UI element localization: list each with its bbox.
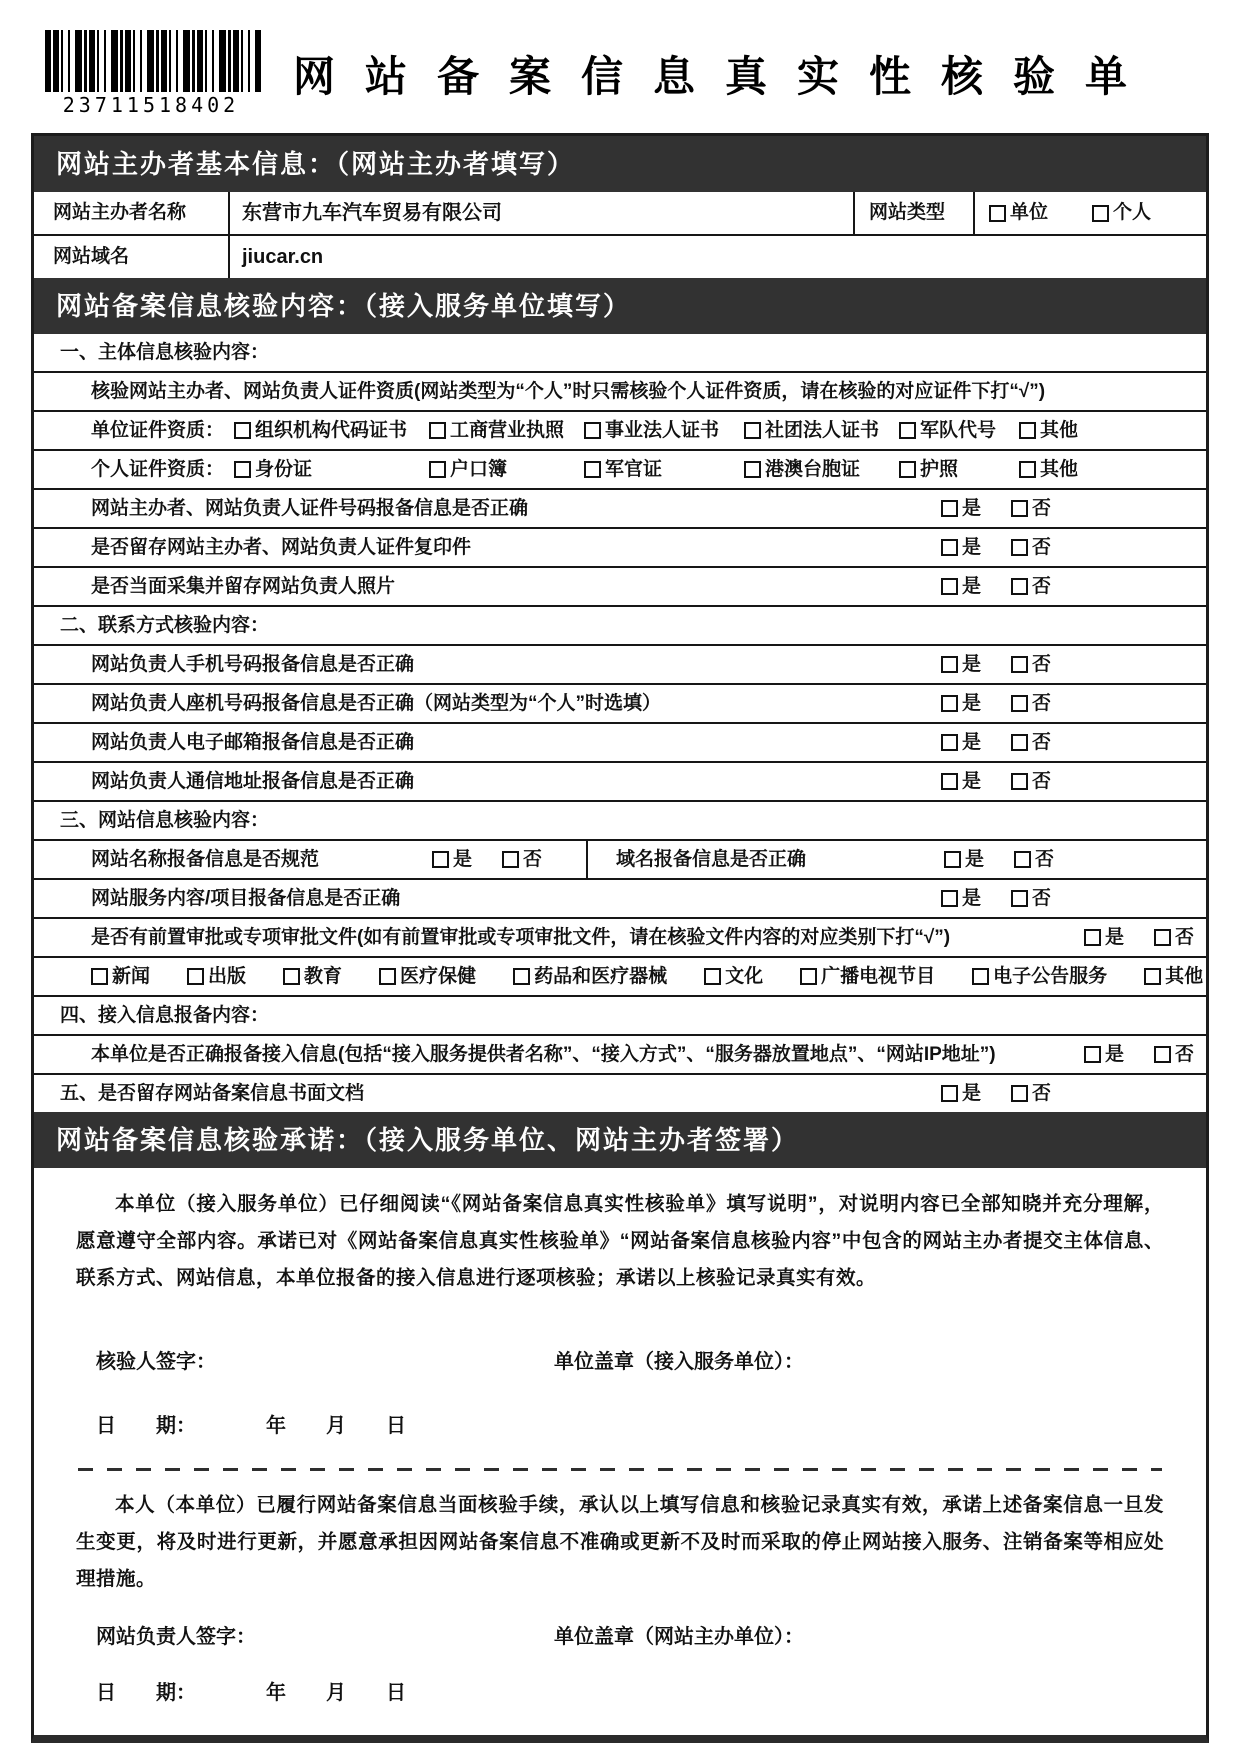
yesno-group: 是 否 xyxy=(941,887,1051,911)
barcode xyxy=(45,30,257,117)
row-mobile xyxy=(34,644,1206,683)
row-access-info xyxy=(34,1034,1206,1073)
row-site-name-domain xyxy=(34,839,1206,878)
unit-cert-option: 事业法人证书 xyxy=(584,419,744,443)
unit-cert-option: 军队代号 xyxy=(899,419,1019,443)
personal-cert-option: 其他 xyxy=(1019,458,1206,482)
yes-checkbox[interactable] xyxy=(432,851,449,868)
section-commitment-header: 网站备案信息核验承诺：（接入服务单位、网站主办者签署） xyxy=(34,1112,1206,1168)
personal-cert-option: 户口簿 xyxy=(429,458,584,482)
military-code-checkbox[interactable] xyxy=(899,422,916,439)
personal-cert-option: 身份证 xyxy=(234,458,429,482)
row-unit-certs xyxy=(34,410,1206,449)
social-org-cert-checkbox[interactable] xyxy=(744,422,761,439)
commitment-area xyxy=(34,1168,1206,1735)
question-text: 网站负责人电子邮箱报备信息是否正确 xyxy=(91,731,415,753)
row-domain xyxy=(34,234,1206,278)
passport-checkbox[interactable] xyxy=(899,461,916,478)
yesno-group: 是 否 xyxy=(941,497,1051,521)
business-license-checkbox[interactable] xyxy=(429,422,446,439)
yes-checkbox[interactable] xyxy=(941,773,958,790)
part2-title: 二、联系方式核验内容： xyxy=(34,605,1206,644)
household-register-checkbox[interactable] xyxy=(429,461,446,478)
yes-checkbox[interactable] xyxy=(941,734,958,751)
isp-seal-label[interactable]: 单位盖章（接入服务单位）： xyxy=(554,1351,804,1373)
question-text: 网站名称报备信息是否规范 xyxy=(91,848,320,870)
row-cert-number xyxy=(34,488,1206,527)
pharma-device-checkbox[interactable] xyxy=(513,968,530,985)
commitment-paragraph-isp: 本单位（接入服务单位）已仔细阅读“《网站备案信息真实性核验单》填写说明”，对说明内容已全部知晓并充分理解，愿意遵守全部内容。承诺已对《网站备案信息真实性核验单》“网站备案信息核验内容”中包含的网站主办者提交主体信息、联系方式、网站信息，本单位报备的接入信息进行逐项核验；承诺以上核验记录真实有效。 xyxy=(76,1193,1164,1289)
date-line-isp[interactable]: 日 期： 年 月 日 xyxy=(96,1415,406,1437)
yes-checkbox[interactable] xyxy=(941,890,958,907)
yes-checkbox[interactable] xyxy=(941,656,958,673)
no-checkbox[interactable] xyxy=(1011,539,1028,556)
row-email xyxy=(34,722,1206,761)
yesno-group: 是 否 xyxy=(1084,1043,1194,1067)
cert-note-text: 核验网站主办者、网站负责人证件资质(网站类型为“个人”时只需核验个人证件资质，请在核验的对应证件下打“√”) xyxy=(91,380,1046,402)
yesno-group: 是 否 xyxy=(941,536,1051,560)
page-title: 网站备案信息真实性核验单 xyxy=(293,53,1158,100)
unit-cert-option: 工商营业执照 xyxy=(429,419,584,443)
unit-checkbox[interactable] xyxy=(989,205,1006,222)
military-id-checkbox[interactable] xyxy=(584,461,601,478)
org-code-cert-checkbox[interactable] xyxy=(234,422,251,439)
broadcast-tv-checkbox[interactable] xyxy=(800,968,817,985)
personal-label: 个人 xyxy=(1113,202,1152,223)
personal-checkbox[interactable] xyxy=(1092,205,1109,222)
barcode-number: 23711518402 xyxy=(62,93,240,117)
site-type-option-unit xyxy=(989,201,1048,225)
publishing-checkbox[interactable] xyxy=(187,968,204,985)
date-line-organizer[interactable]: 日 期： 年 月 日 xyxy=(96,1682,406,1704)
no-checkbox[interactable] xyxy=(1011,656,1028,673)
no-checkbox[interactable] xyxy=(1154,1046,1171,1063)
row-approval-options: 新闻 出版 教育 医疗保健 药品和医疗器械 文化 广播电视节目 电子公告服务 其他 xyxy=(34,956,1206,995)
question-text: 域名报备信息是否正确 xyxy=(616,848,807,870)
organizer-seal-label[interactable]: 单位盖章（网站主办单位）： xyxy=(554,1626,804,1648)
yesno-group: 是 否 xyxy=(941,731,1051,755)
form-table xyxy=(31,133,1209,1743)
yes-checkbox[interactable] xyxy=(1084,1046,1101,1063)
row-address xyxy=(34,761,1206,800)
row-cert-note xyxy=(34,371,1206,410)
site-name-cell xyxy=(34,841,586,878)
unit-cert-label: 单位证件资质： xyxy=(91,419,225,441)
question-text: 是否有前置审批或专项审批文件(如有前置审批或专项审批文件，请在核验文件内容的对应类别下打“√”) xyxy=(91,926,951,948)
question-text: 五、是否留存网站备案信息书面文档 xyxy=(60,1082,365,1104)
yes-checkbox[interactable] xyxy=(941,500,958,517)
personal-cert-option: 港澳台胞证 xyxy=(744,458,899,482)
question-text: 本单位是否正确报备接入信息(包括“接入服务提供者名称”、“接入方式”、“服务器放置地点”、“网站IP地址”) xyxy=(91,1043,996,1065)
yes-checkbox[interactable] xyxy=(941,695,958,712)
no-checkbox[interactable] xyxy=(1014,851,1031,868)
section-basic-info-header: 网站主办者基本信息：（网站主办者填写） xyxy=(34,136,1206,192)
yesno-group: 是 否 xyxy=(941,692,1051,716)
yesno-group: 是 否 xyxy=(941,770,1051,794)
signature-line-site-manager xyxy=(74,1620,1166,1646)
no-checkbox[interactable] xyxy=(1154,929,1171,946)
hmt-permit-checkbox[interactable] xyxy=(744,461,761,478)
commitment-paragraph-organizer: 本人（本单位）已履行网站备案信息当面核验手续，承认以上填写信息和核验记录真实有效，承诺上述备案信息一旦发生变更，将及时进行更新，并愿意承担因网站备案信息不准确或更新不及时而采取的停止网站接入服务、注销备案等相应处理措施。 xyxy=(76,1494,1164,1590)
yes-checkbox[interactable] xyxy=(941,578,958,595)
site-type-option-personal xyxy=(1092,201,1151,225)
unit-cert-option: 其他 xyxy=(1019,419,1206,443)
no-checkbox[interactable] xyxy=(1011,890,1028,907)
culture-checkbox[interactable] xyxy=(704,968,721,985)
question-text: 网站负责人座机号码报备信息是否正确（网站类型为“个人”时选填） xyxy=(91,692,662,714)
domain-value[interactable]: jiucar.cn xyxy=(228,236,1206,278)
institution-cert-checkbox[interactable] xyxy=(584,422,601,439)
organizer-name-label: 网站主办者名称 xyxy=(53,202,187,223)
no-checkbox[interactable] xyxy=(1011,500,1028,517)
id-card-checkbox[interactable] xyxy=(234,461,251,478)
unit-other-checkbox[interactable] xyxy=(1019,422,1036,439)
row-approval xyxy=(34,917,1206,956)
no-checkbox[interactable] xyxy=(1011,695,1028,712)
row-personal-certs xyxy=(34,449,1206,488)
site-manager-signature-label[interactable]: 网站负责人签字： xyxy=(96,1626,256,1648)
no-checkbox[interactable] xyxy=(502,851,519,868)
barcode-image xyxy=(45,30,261,92)
question-text: 网站负责人手机号码报备信息是否正确 xyxy=(91,653,415,675)
site-type-label: 网站类型 xyxy=(853,192,973,234)
question-text: 网站主办者、网站负责人证件号码报备信息是否正确 xyxy=(91,497,529,519)
personal-cert-option: 护照 xyxy=(899,458,1019,482)
yes-checkbox[interactable] xyxy=(941,1085,958,1102)
row-cert-copy xyxy=(34,527,1206,566)
yesno-group: 是 否 xyxy=(432,848,542,872)
verifier-signature-label[interactable]: 核验人签字： xyxy=(96,1351,216,1373)
yesno-group: 是 否 xyxy=(941,653,1051,677)
dashed-divider xyxy=(78,1468,1162,1471)
signature-line-verifier xyxy=(74,1345,1166,1371)
part4-title: 四、接入信息报备内容： xyxy=(34,995,1206,1034)
yes-checkbox[interactable] xyxy=(944,851,961,868)
part3-title: 三、网站信息核验内容： xyxy=(34,800,1206,839)
domain-info-cell xyxy=(586,841,1206,878)
yesno-group: 是 否 xyxy=(941,1082,1051,1106)
row-photo xyxy=(34,566,1206,605)
unit-label: 单位 xyxy=(1010,202,1049,223)
yes-checkbox[interactable] xyxy=(1084,929,1101,946)
question-text: 网站负责人通信地址报备信息是否正确 xyxy=(91,770,415,792)
question-text: 网站服务内容/项目报备信息是否正确 xyxy=(91,887,401,909)
section-verify-header: 网站备案信息核验内容：（接入服务单位填写） xyxy=(34,278,1206,334)
yesno-group: 是 否 xyxy=(944,848,1054,872)
yes-checkbox[interactable] xyxy=(941,539,958,556)
row-service xyxy=(34,878,1206,917)
bbs-checkbox[interactable] xyxy=(972,968,989,985)
no-checkbox[interactable] xyxy=(1011,1085,1028,1102)
row-part5 xyxy=(34,1073,1206,1112)
no-checkbox[interactable] xyxy=(1011,734,1028,751)
row-landline xyxy=(34,683,1206,722)
unit-cert-option: 组织机构代码证书 xyxy=(234,419,429,443)
personal-cert-option: 军官证 xyxy=(584,458,744,482)
personal-other-checkbox[interactable] xyxy=(1019,461,1036,478)
news-checkbox[interactable] xyxy=(91,968,108,985)
question-text: 是否留存网站主办者、网站负责人证件复印件 xyxy=(91,536,472,558)
yesno-group: 是 否 xyxy=(941,575,1051,599)
approval-other-checkbox[interactable] xyxy=(1144,968,1161,985)
education-checkbox[interactable] xyxy=(283,968,300,985)
part1-title: 一、主体信息核验内容： xyxy=(60,341,270,363)
row-organizer-name xyxy=(34,192,1206,234)
site-type-options xyxy=(973,192,1206,234)
question-text: 是否当面采集并留存网站负责人照片 xyxy=(91,575,396,597)
no-checkbox[interactable] xyxy=(1011,578,1028,595)
domain-label: 网站域名 xyxy=(53,246,130,267)
no-checkbox[interactable] xyxy=(1011,773,1028,790)
unit-cert-option: 社团法人证书 xyxy=(744,419,899,443)
form-header xyxy=(45,30,1208,117)
yesno-group: 是 否 xyxy=(1084,926,1194,950)
personal-cert-label: 个人证件资质： xyxy=(91,458,225,480)
organizer-name-value[interactable]: 东营市九车汽车贸易有限公司 xyxy=(228,192,853,234)
healthcare-checkbox[interactable] xyxy=(379,968,396,985)
